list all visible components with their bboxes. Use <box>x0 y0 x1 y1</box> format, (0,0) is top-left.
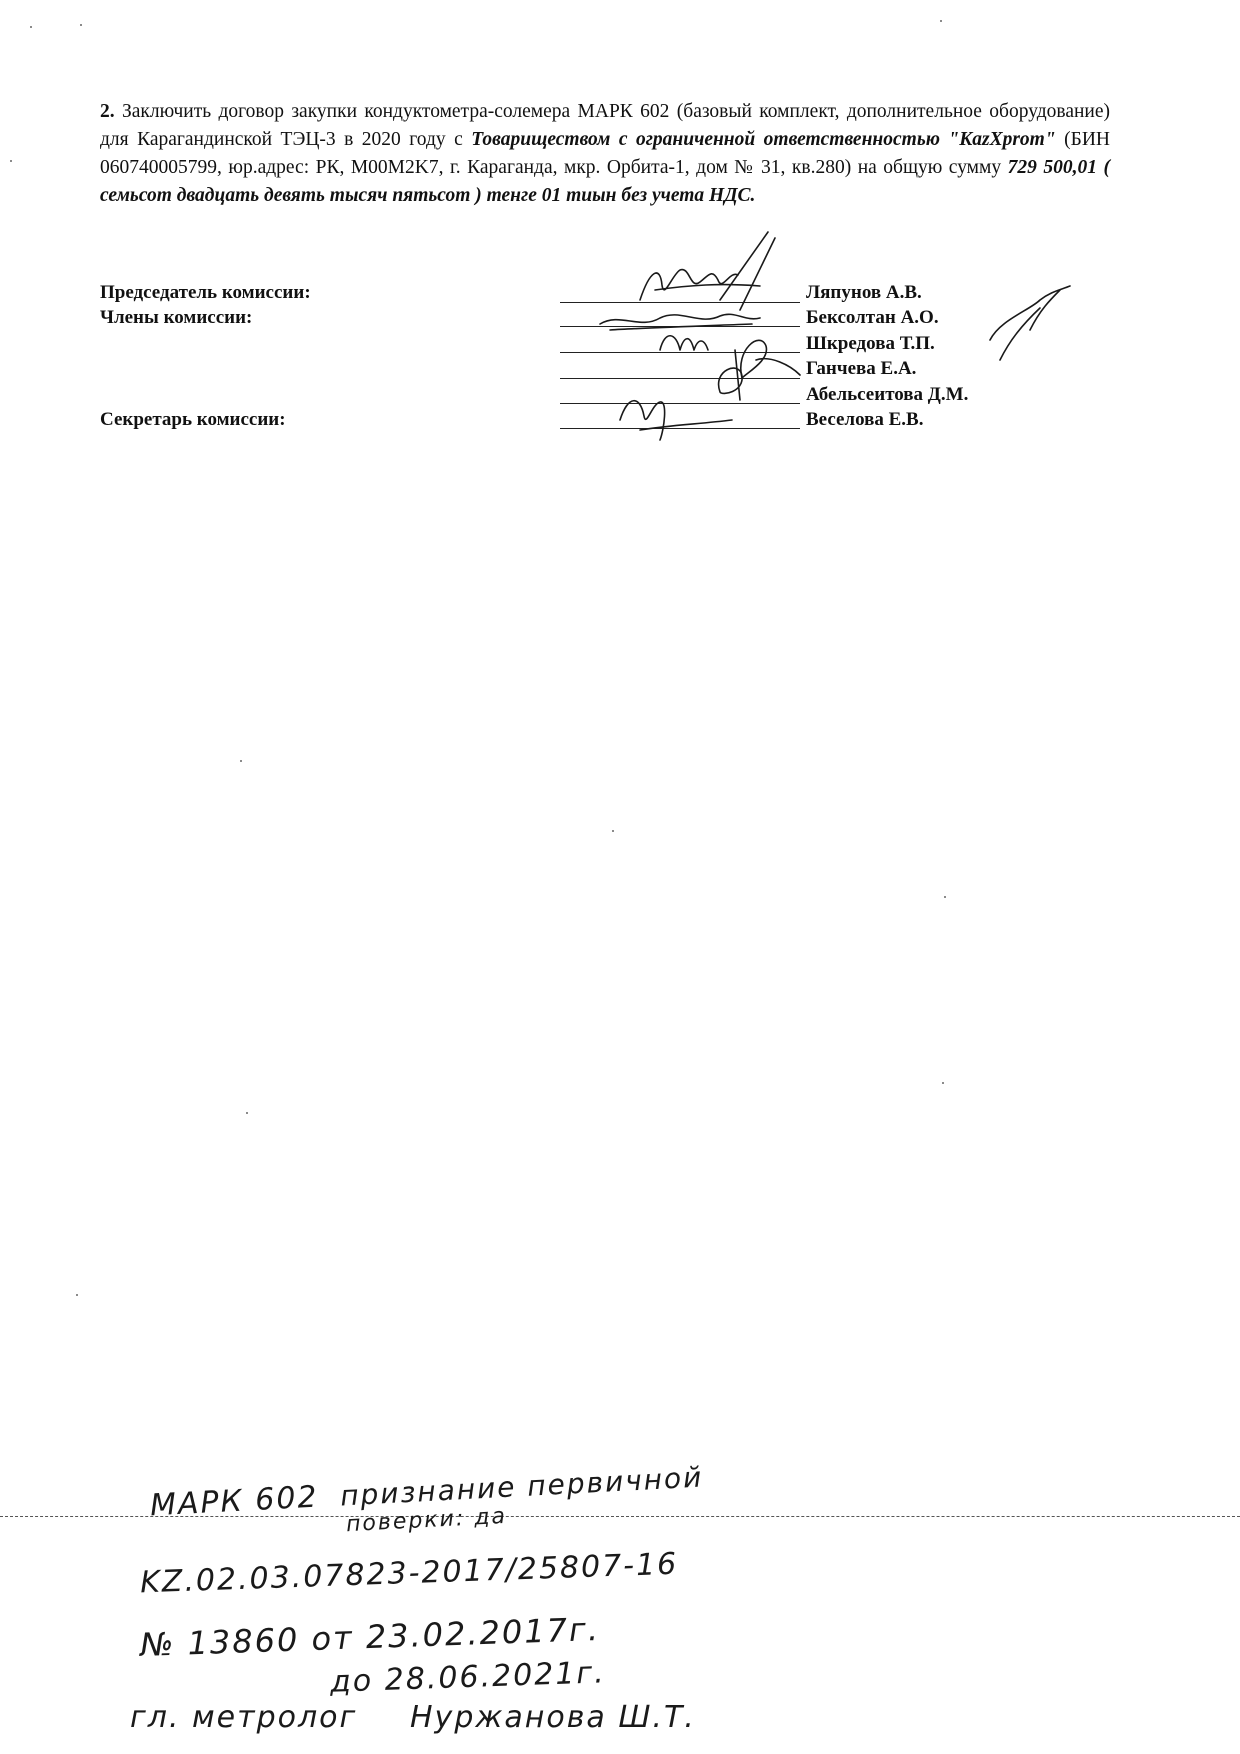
signatory-name: Бексолтан А.О. <box>806 307 939 328</box>
handwritten-metrologist-name: Нуржанова Ш.Т. <box>410 1700 696 1735</box>
scan-speck <box>942 1082 944 1084</box>
paragraph-text-2: (БИН 060740005799, юр.адрес: РК, M00M2K7, г. Караганда, мкр. Орбита-1, дом № 31, кв.280) на общую сумму <box>100 129 1111 178</box>
handwritten-certificate: № 13860 от 23.02.2017г. <box>139 1609 601 1665</box>
scan-speck <box>10 160 12 162</box>
signatory-name: Шкредова Т.П. <box>806 333 935 354</box>
scan-speck <box>80 24 82 26</box>
handwritten-recognition: признание первичной <box>339 1460 705 1513</box>
scan-speck <box>76 1294 78 1296</box>
scan-speck <box>246 1112 248 1114</box>
scan-speck <box>940 20 942 22</box>
signatory-name: Ганчева Е.А. <box>806 358 917 379</box>
paragraph-text-1: Заключить договор закупки кондуктометра-солемера МАРК 602 (базовый комплект, дополнительное оборудование) для Карагандинской ТЭЦ-3 в 2020 году с <box>100 101 1111 150</box>
scan-speck <box>240 760 242 762</box>
signatory-name: Ляпунов А.В. <box>806 282 922 303</box>
contract-amount: 729 500,01 ( семьсот двадцать девять тысяч пятьсот ) тенге 01 тиын без учета НДС. <box>100 157 1110 206</box>
scan-speck <box>30 26 32 28</box>
scan-speck <box>944 896 946 898</box>
secretary-label: Секретарь комиссии: <box>100 409 286 430</box>
handwritten-verification: поверки: да <box>345 1503 508 1538</box>
handwritten-metrologist: гл. метролог <box>130 1700 358 1735</box>
company-name: Товариществом с ограниченной ответственностью "KazXprom" <box>471 129 1056 150</box>
handwritten-signatures <box>0 0 1240 460</box>
scan-speck <box>612 830 614 832</box>
signatory-name: Абельсеитова Д.М. <box>806 384 969 405</box>
signatory-name: Веселова Е.В. <box>806 409 924 430</box>
handwritten-device: МАРК 602 <box>149 1479 320 1524</box>
members-label: Члены комиссии: <box>100 307 253 328</box>
item-number: 2. <box>100 101 115 122</box>
handwritten-valid-until: до 28.06.2021г. <box>329 1655 607 1700</box>
handwritten-registry-number: KZ.02.03.07823-2017/25807-16 <box>139 1546 679 1601</box>
chairman-label: Председатель комиссии: <box>100 282 311 303</box>
